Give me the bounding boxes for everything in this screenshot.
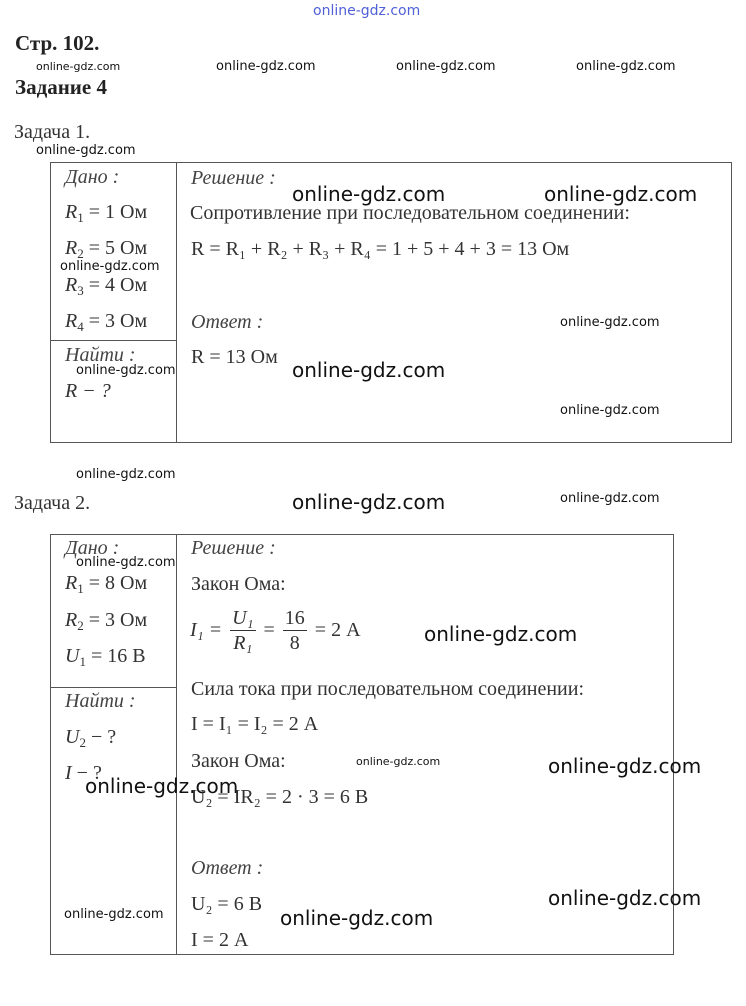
task1-given-label: Дано : [65,166,120,188]
page-heading: Стр. 102. [15,31,100,55]
task1-given-find-divider [50,340,177,341]
top-watermark[interactable]: online-gdz.com [313,3,421,19]
task2-ohm-law-1: Закон Ома: [191,573,286,595]
watermark: online-gdz.com [64,907,164,922]
watermark: online-gdz.com [36,143,136,158]
task2-divider [176,534,177,955]
watermark: online-gdz.com [560,491,660,506]
watermark: online-gdz.com [292,182,446,206]
task2-find-1: $U_2$ − ? [65,726,117,750]
watermark: online-gdz.com [292,490,446,514]
task2-ohm-law-2: Закон Ома: [191,750,286,772]
task2-given-3: $U_1 = 16$ В [65,645,146,669]
task1-given-4: $R_4 = 3$ Ом [65,310,148,334]
task1-title: Задача 1. [14,121,91,143]
task2-formula1: I₁ = $\frac{\text{U₁}}{\text{R₁}}$ = $\frac{16}{8}$ = 2 А [190,607,361,654]
watermark: online-gdz.com [216,59,316,74]
task2-solution-label: Решение : [191,537,276,559]
task2-given-2: $R_2 = 3$ Ом [65,609,148,633]
task2-formula3: U₂ = IR₂ = 2 · 3 = 6 В [191,786,369,808]
watermark: online-gdz.com [76,467,176,482]
task2-series-text: Сила тока при последовательном соединении: [191,678,585,700]
task1-answer-label: Ответ : [191,311,264,333]
task1-given-1: $R_1 = 1$ Ом [65,201,148,225]
watermark: online-gdz.com [396,59,496,74]
watermark: online-gdz.com [560,315,660,330]
watermark: online-gdz.com [76,555,176,570]
task1-formula: R = R₁ + R₂ + R₃ + R₄ = 1 + 5 + 4 + 3 = 13 Ом [191,238,570,260]
task2-given-1: $R_1 = 8$ Ом [65,572,148,596]
task2-given-find-divider [50,687,177,688]
watermark: online-gdz.com [548,886,702,910]
watermark: online-gdz.com [60,259,160,274]
watermark: online-gdz.com [76,363,176,378]
watermark: online-gdz.com [424,622,578,646]
watermark: online-gdz.com [544,182,698,206]
task2-answer-1: U₂ = 6 В [191,893,263,915]
watermark: online-gdz.com [560,403,660,418]
task1-divider [176,162,177,443]
task1-find-label: Найти : [65,344,136,366]
task2-given-label: Дано : [65,537,120,559]
watermark: online-gdz.com [576,59,676,74]
task1-find-1: R − ? [65,380,111,402]
task2-answer-2: I = 2 А [191,929,249,951]
watermark: online-gdz.com [292,358,446,382]
task1-given-3: $R_3 = 4$ Ом [65,274,148,298]
watermark: online-gdz.com [85,774,239,798]
task1-solution-label: Решение : [191,167,276,189]
watermark: online-gdz.com [280,906,434,930]
task2-answer-label: Ответ : [191,857,264,879]
task1-solution-text: Сопротивление при последовательном соединении: [190,202,630,224]
task2-find-2: I − ? [65,762,102,784]
watermark: online-gdz.com [36,60,121,73]
watermark: online-gdz.com [356,755,441,768]
task1-given-2: $R_2 = 5$ Ом [65,237,148,261]
assignment-heading: Задание 4 [15,75,107,99]
task1-answer: R = 13 Ом [191,346,278,368]
task2-title: Задача 2. [14,492,91,514]
task2-find-label: Найти : [65,690,136,712]
watermark: online-gdz.com [548,754,702,778]
task2-formula2: I = I₁ = I₂ = 2 А [191,713,319,735]
